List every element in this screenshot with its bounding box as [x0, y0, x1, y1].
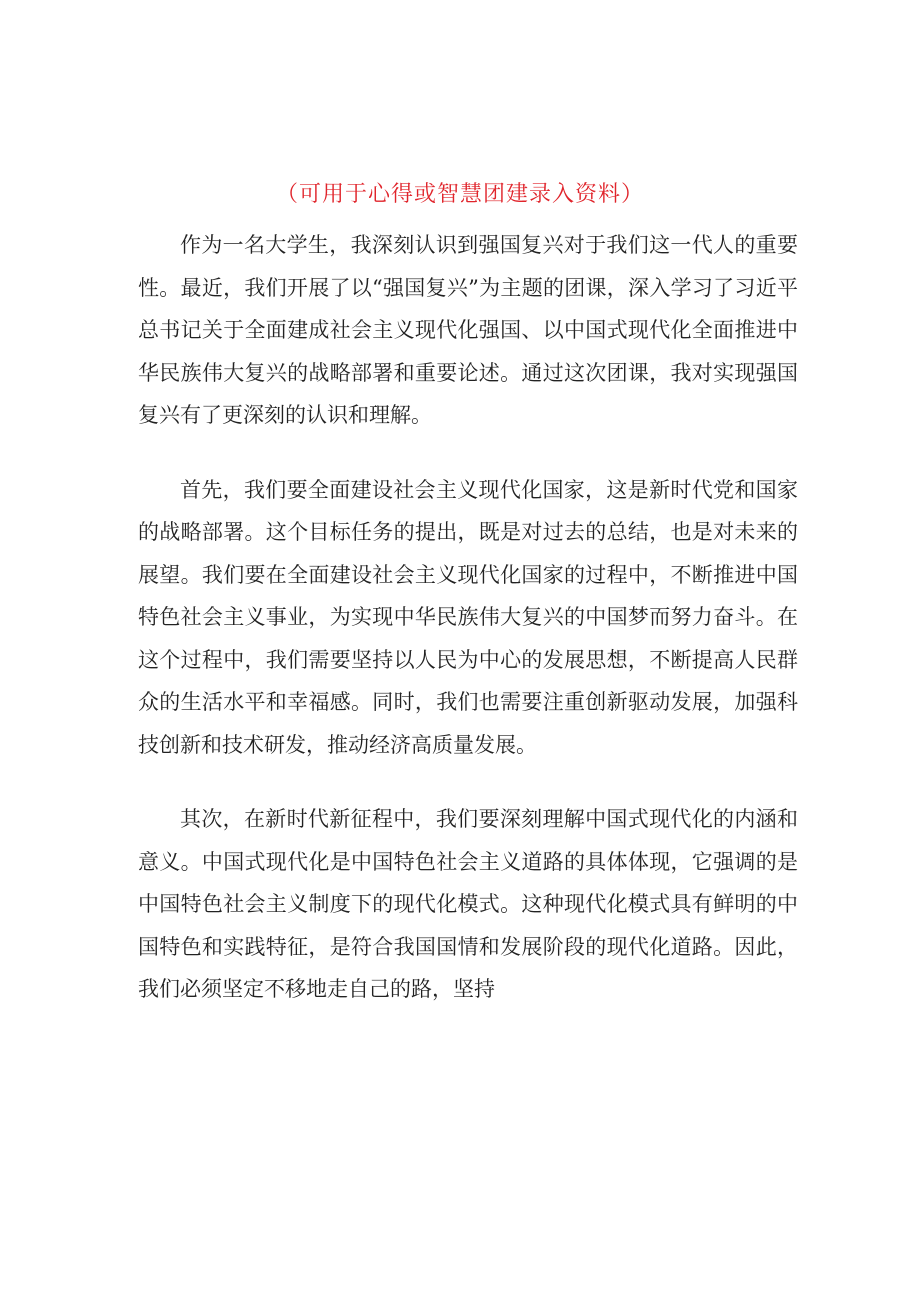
paragraph-1: 作为一名大学生，我深刻认识到强国复兴对于我们这一代人的重要性。最近，我们开展了以“强国复兴”为主题的团课，深入学习了习近平总书记关于全面建成社会主义现代化强国、以中国式现代化全面推进中华民族伟大复兴的战略部署和重要论述。通过这次团课，我对实现强国复兴有了更深刻的认识和理解。 — [138, 233, 798, 427]
document-body — [138, 224, 798, 1043]
document-subtitle: （可用于心得或智慧团建录入资料） — [275, 182, 644, 207]
paragraph-3: 其次，在新时代新征程中，我们要深刻理解中国式现代化的内涵和意义。中国式现代化是中国特色社会主义道路的具体体现，它强调的是中国特色社会主义制度下的现代化模式。这种现代化模式具有鲜明的中国特色和实践特征，是符合我国国情和发展阶段的现代化道路。因此，我们必须坚定不移地走自己的路，坚持 — [138, 807, 798, 1001]
paragraph-2: 首先，我们要全面建设社会主义现代化国家，这是新时代党和国家的战略部署。这个目标任务的提出，既是对过去的总结，也是对未来的展望。我们要在全面建设社会主义现代化国家的过程中，不断推进中国特色社会主义事业，为实现中华民族伟大复兴的中国梦而努力奋斗。在这个过程中，我们需要坚持以人民为中心的发展思想，不断提高人民群众的生活水平和幸福感。同时，我们也需要注重创新驱动发展，加强科技创新和技术研发，推动经济高质量发展。 — [138, 477, 798, 757]
